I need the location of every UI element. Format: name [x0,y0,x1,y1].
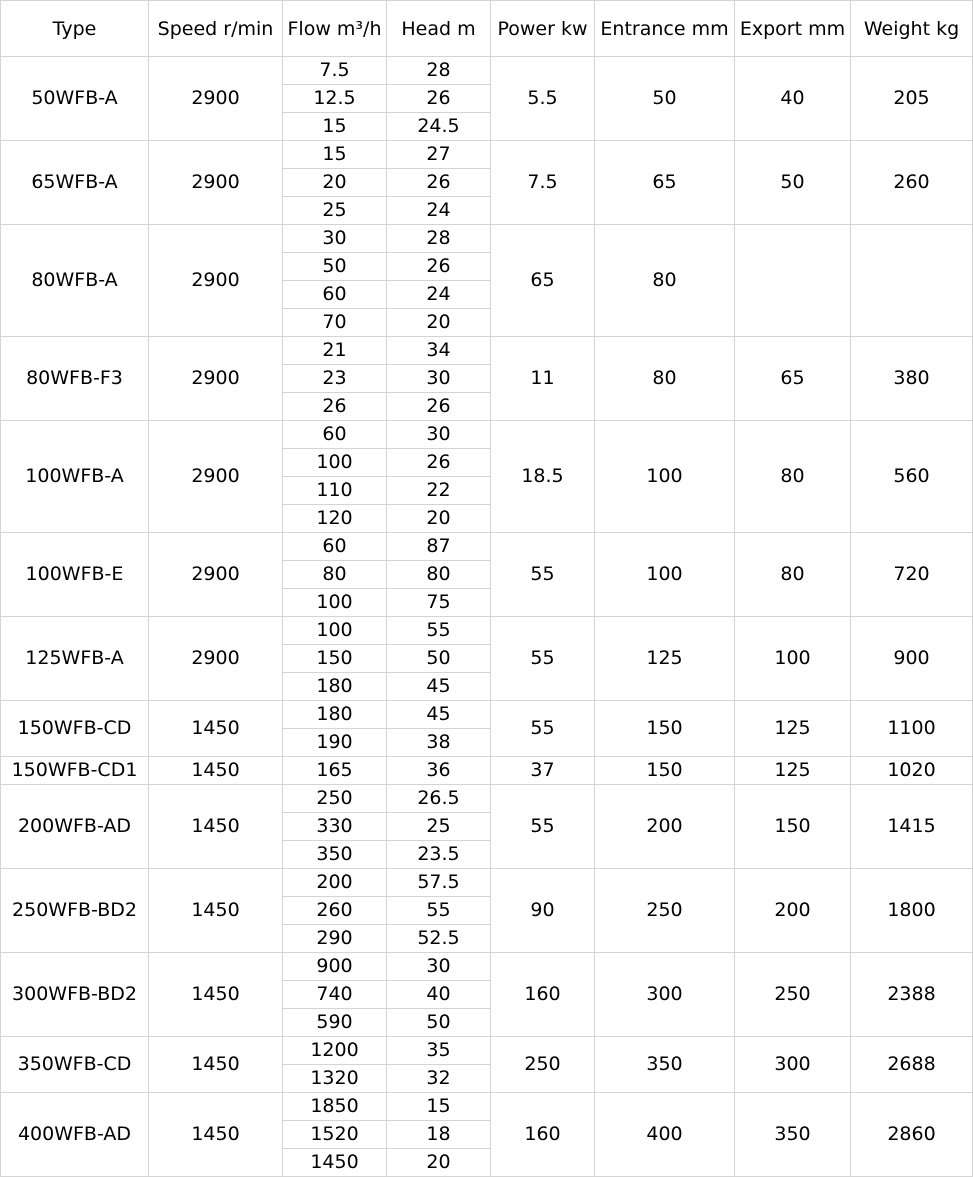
cell-flow: 15 [283,113,387,141]
cell-flow: 120 [283,505,387,533]
header-flow: Flow m³/h [283,1,387,57]
cell-type: 400WFB-AD [1,1093,149,1177]
cell-flow: 70 [283,309,387,337]
table-row [1,617,973,645]
cell-head: 80 [387,561,491,589]
cell-head: 20 [387,309,491,337]
cell-speed: 2900 [149,533,283,617]
cell-entrance: 50 [595,57,735,141]
cell-type: 80WFB-F3 [1,337,149,421]
header-head: Head m [387,1,491,57]
cell-head: 26 [387,85,491,113]
cell-flow: 1450 [283,1149,387,1177]
cell-weight: 560 [851,421,973,533]
cell-power: 90 [491,869,595,953]
cell-weight: 2860 [851,1093,973,1177]
cell-speed: 2900 [149,141,283,225]
cell-head: 24.5 [387,113,491,141]
cell-flow: 250 [283,785,387,813]
cell-weight: 900 [851,617,973,701]
cell-entrance: 100 [595,421,735,533]
cell-flow: 12.5 [283,85,387,113]
header-power: Power kw [491,1,595,57]
cell-speed: 1450 [149,869,283,953]
cell-head: 20 [387,1149,491,1177]
cell-flow: 740 [283,981,387,1009]
cell-type: 80WFB-A [1,225,149,337]
cell-head: 24 [387,281,491,309]
table-row [1,1037,973,1065]
cell-type: 350WFB-CD [1,1037,149,1093]
cell-head: 75 [387,589,491,617]
cell-weight: 1100 [851,701,973,757]
cell-head: 50 [387,645,491,673]
cell-flow: 23 [283,365,387,393]
cell-head: 25 [387,813,491,841]
table-row [1,701,973,729]
cell-head: 30 [387,421,491,449]
table-body [1,57,973,1177]
cell-power: 160 [491,1093,595,1177]
header-row [1,1,973,57]
cell-speed: 1450 [149,701,283,757]
cell-entrance: 150 [595,701,735,757]
cell-flow: 350 [283,841,387,869]
table-row [1,533,973,561]
cell-head: 32 [387,1065,491,1093]
cell-power: 160 [491,953,595,1037]
cell-power: 55 [491,701,595,757]
cell-power: 7.5 [491,141,595,225]
cell-head: 28 [387,57,491,85]
cell-flow: 80 [283,561,387,589]
cell-flow: 1320 [283,1065,387,1093]
cell-speed: 1450 [149,757,283,785]
cell-flow: 190 [283,729,387,757]
cell-head: 40 [387,981,491,1009]
cell-weight: 205 [851,57,973,141]
cell-flow: 180 [283,701,387,729]
cell-flow: 165 [283,757,387,785]
cell-entrance: 80 [595,225,735,337]
cell-export: 40 [735,57,851,141]
table-row [1,953,973,981]
cell-flow: 900 [283,953,387,981]
table-row [1,57,973,85]
cell-head: 45 [387,673,491,701]
cell-head: 55 [387,617,491,645]
cell-weight: 2688 [851,1037,973,1093]
cell-entrance: 400 [595,1093,735,1177]
cell-flow: 290 [283,925,387,953]
cell-power: 55 [491,785,595,869]
table-row [1,757,973,785]
cell-type: 150WFB-CD1 [1,757,149,785]
cell-weight [851,225,973,337]
cell-speed: 2900 [149,337,283,421]
table-row [1,337,973,365]
cell-power: 5.5 [491,57,595,141]
cell-type: 125WFB-A [1,617,149,701]
cell-export: 80 [735,533,851,617]
cell-flow: 150 [283,645,387,673]
cell-type: 250WFB-BD2 [1,869,149,953]
cell-flow: 60 [283,421,387,449]
cell-head: 26 [387,169,491,197]
cell-entrance: 300 [595,953,735,1037]
cell-head: 50 [387,1009,491,1037]
table-row [1,141,973,169]
cell-weight: 380 [851,337,973,421]
cell-head: 55 [387,897,491,925]
cell-type: 100WFB-E [1,533,149,617]
cell-head: 35 [387,1037,491,1065]
cell-flow: 260 [283,897,387,925]
cell-type: 50WFB-A [1,57,149,141]
cell-head: 27 [387,141,491,169]
cell-export: 350 [735,1093,851,1177]
cell-head: 38 [387,729,491,757]
cell-type: 65WFB-A [1,141,149,225]
cell-weight: 1415 [851,785,973,869]
cell-speed: 1450 [149,1093,283,1177]
header-entrance: Entrance mm [595,1,735,57]
cell-type: 300WFB-BD2 [1,953,149,1037]
cell-export [735,225,851,337]
cell-weight: 720 [851,533,973,617]
cell-head: 45 [387,701,491,729]
cell-head: 20 [387,505,491,533]
cell-speed: 2900 [149,421,283,533]
cell-head: 26 [387,449,491,477]
table-row [1,421,973,449]
cell-flow: 1520 [283,1121,387,1149]
cell-export: 50 [735,141,851,225]
cell-flow: 20 [283,169,387,197]
cell-flow: 330 [283,813,387,841]
cell-flow: 180 [283,673,387,701]
table-row [1,1093,973,1121]
cell-speed: 2900 [149,57,283,141]
cell-export: 100 [735,617,851,701]
cell-flow: 50 [283,253,387,281]
cell-power: 37 [491,757,595,785]
cell-entrance: 350 [595,1037,735,1093]
cell-head: 26.5 [387,785,491,813]
cell-speed: 1450 [149,953,283,1037]
table-row [1,869,973,897]
cell-speed: 2900 [149,225,283,337]
cell-head: 24 [387,197,491,225]
cell-head: 23.5 [387,841,491,869]
cell-entrance: 200 [595,785,735,869]
cell-flow: 200 [283,869,387,897]
cell-head: 52.5 [387,925,491,953]
cell-head: 26 [387,253,491,281]
cell-head: 30 [387,365,491,393]
table-row [1,225,973,253]
cell-head: 36 [387,757,491,785]
cell-export: 65 [735,337,851,421]
cell-flow: 100 [283,449,387,477]
cell-export: 300 [735,1037,851,1093]
cell-flow: 60 [283,533,387,561]
cell-head: 87 [387,533,491,561]
cell-speed: 1450 [149,785,283,869]
cell-flow: 60 [283,281,387,309]
cell-head: 26 [387,393,491,421]
cell-entrance: 80 [595,337,735,421]
cell-speed: 2900 [149,617,283,701]
cell-flow: 25 [283,197,387,225]
header-weight: Weight kg [851,1,973,57]
cell-head: 34 [387,337,491,365]
cell-power: 55 [491,533,595,617]
cell-entrance: 100 [595,533,735,617]
cell-export: 250 [735,953,851,1037]
cell-export: 200 [735,869,851,953]
cell-speed: 1450 [149,1037,283,1093]
cell-flow: 21 [283,337,387,365]
header-speed: Speed r/min [149,1,283,57]
cell-power: 250 [491,1037,595,1093]
cell-type: 150WFB-CD [1,701,149,757]
cell-export: 125 [735,757,851,785]
table-row [1,785,973,813]
cell-export: 125 [735,701,851,757]
cell-head: 18 [387,1121,491,1149]
cell-flow: 590 [283,1009,387,1037]
cell-entrance: 250 [595,869,735,953]
cell-power: 65 [491,225,595,337]
cell-head: 57.5 [387,869,491,897]
cell-head: 15 [387,1093,491,1121]
cell-head: 30 [387,953,491,981]
cell-power: 18.5 [491,421,595,533]
cell-type: 200WFB-AD [1,785,149,869]
cell-flow: 15 [283,141,387,169]
cell-weight: 1800 [851,869,973,953]
header-type: Type [1,1,149,57]
cell-flow: 1850 [283,1093,387,1121]
cell-flow: 100 [283,617,387,645]
cell-entrance: 125 [595,617,735,701]
cell-flow: 30 [283,225,387,253]
cell-flow: 26 [283,393,387,421]
cell-weight: 1020 [851,757,973,785]
cell-flow: 7.5 [283,57,387,85]
cell-head: 28 [387,225,491,253]
table-header [1,1,973,57]
cell-flow: 1200 [283,1037,387,1065]
cell-entrance: 150 [595,757,735,785]
cell-flow: 110 [283,477,387,505]
cell-export: 150 [735,785,851,869]
cell-entrance: 65 [595,141,735,225]
header-export: Export mm [735,1,851,57]
cell-power: 55 [491,617,595,701]
cell-type: 100WFB-A [1,421,149,533]
cell-flow: 100 [283,589,387,617]
cell-export: 80 [735,421,851,533]
cell-power: 11 [491,337,595,421]
cell-weight: 2388 [851,953,973,1037]
cell-weight: 260 [851,141,973,225]
cell-head: 22 [387,477,491,505]
